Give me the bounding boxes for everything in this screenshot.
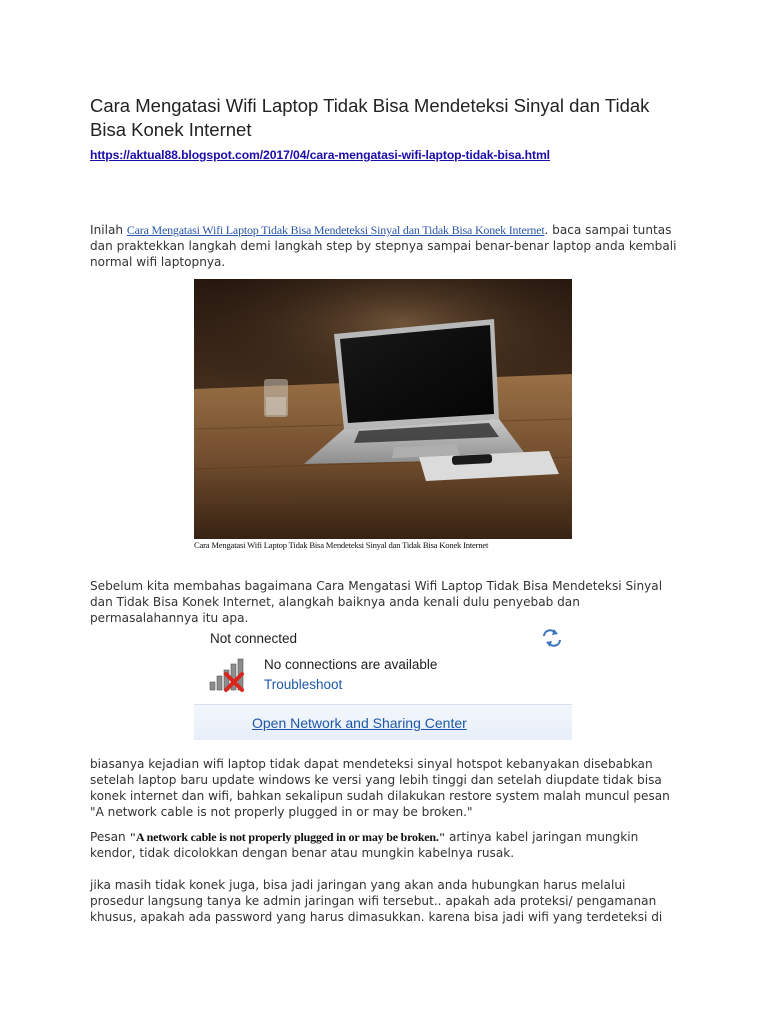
error-meaning-suffix: artinya kabel jaringan mungkin kendor, tidak dicolokkan dengan benar atau mungkin kabelnya rusak. bbox=[90, 830, 639, 860]
paragraph-error-meaning bbox=[90, 829, 680, 861]
paragraph-cause-intro: Sebelum kita membahas bagaimana Cara Mengatasi Wifi Laptop Tidak Bisa Mendeteksi Sinyal dan Tidak Bisa Konek Internet, alangkah baiknya anda kenali dulu penyebab dan permasalahannya itu apa. bbox=[90, 579, 663, 625]
troubleshoot-link[interactable]: Troubleshoot bbox=[264, 677, 343, 692]
laptop-photo bbox=[194, 279, 572, 539]
image-caption: Cara Mengatasi Wifi Laptop Tidak Bisa Mendeteksi Sinyal dan Tidak Bisa Konek Internet bbox=[194, 540, 489, 550]
intro-paragraph bbox=[90, 222, 680, 270]
network-panel-footer bbox=[194, 704, 572, 740]
source-url-link[interactable]: https://aktual88.blogspot.com/2017/04/cara-mengatasi-wifi-laptop-tidak-bisa.html bbox=[90, 148, 550, 162]
refresh-icon[interactable] bbox=[540, 628, 564, 648]
intro-suffix: . baca sampai tuntas dan praktekkan langkah demi langkah step by stepnya sampai benar-benar laptop anda kembali normal wifi laptopnya. bbox=[90, 223, 677, 269]
network-status-panel bbox=[194, 628, 572, 740]
paragraph-common-cause: biasanya kejadian wifi laptop tidak dapat mendeteksi sinyal hotspot kebanyakan disebabkan setelah laptop baru update windows ke versi yang lebih tinggi dan setelah diupdate tidak bisa konek internet dan wifi, bahkan sekalipun sudah dilakukan restore system malah muncul pesan "A network cable is not properly plugged in or may be broken." bbox=[90, 757, 670, 819]
paragraph-network-procedure: jika masih tidak konek juga, bisa jadi jaringan yang akan anda hubungkan harus melalui prosedur langsung tanya ke admin jaringan wifi tersebut.. apakah ada proteksi/ pengamanan khusus, apakah ada password yang harus dimasukkan. karena bisa jadi wifi yang terdeteksi di bbox=[90, 878, 663, 924]
error-message-quote: "A network cable is not properly plugged in or may be broken." bbox=[129, 830, 446, 844]
no-connections-message: No connections are available bbox=[264, 657, 438, 672]
laptop-photo-illustration bbox=[194, 279, 572, 539]
no-signal-bars-icon bbox=[208, 658, 248, 694]
article-title: Cara Mengatasi Wifi Laptop Tidak Bisa Mendeteksi Sinyal dan Tidak Bisa Konek Internet bbox=[90, 95, 650, 140]
open-network-sharing-center-link[interactable]: Open Network and Sharing Center bbox=[252, 715, 467, 731]
not-connected-label: Not connected bbox=[210, 631, 298, 646]
error-meaning-prefix: Pesan bbox=[90, 830, 130, 844]
intro-article-link[interactable]: Cara Mengatasi Wifi Laptop Tidak Bisa Mendeteksi Sinyal dan Tidak Bisa Konek Internet bbox=[126, 223, 545, 237]
intro-prefix: Inilah bbox=[90, 223, 127, 237]
